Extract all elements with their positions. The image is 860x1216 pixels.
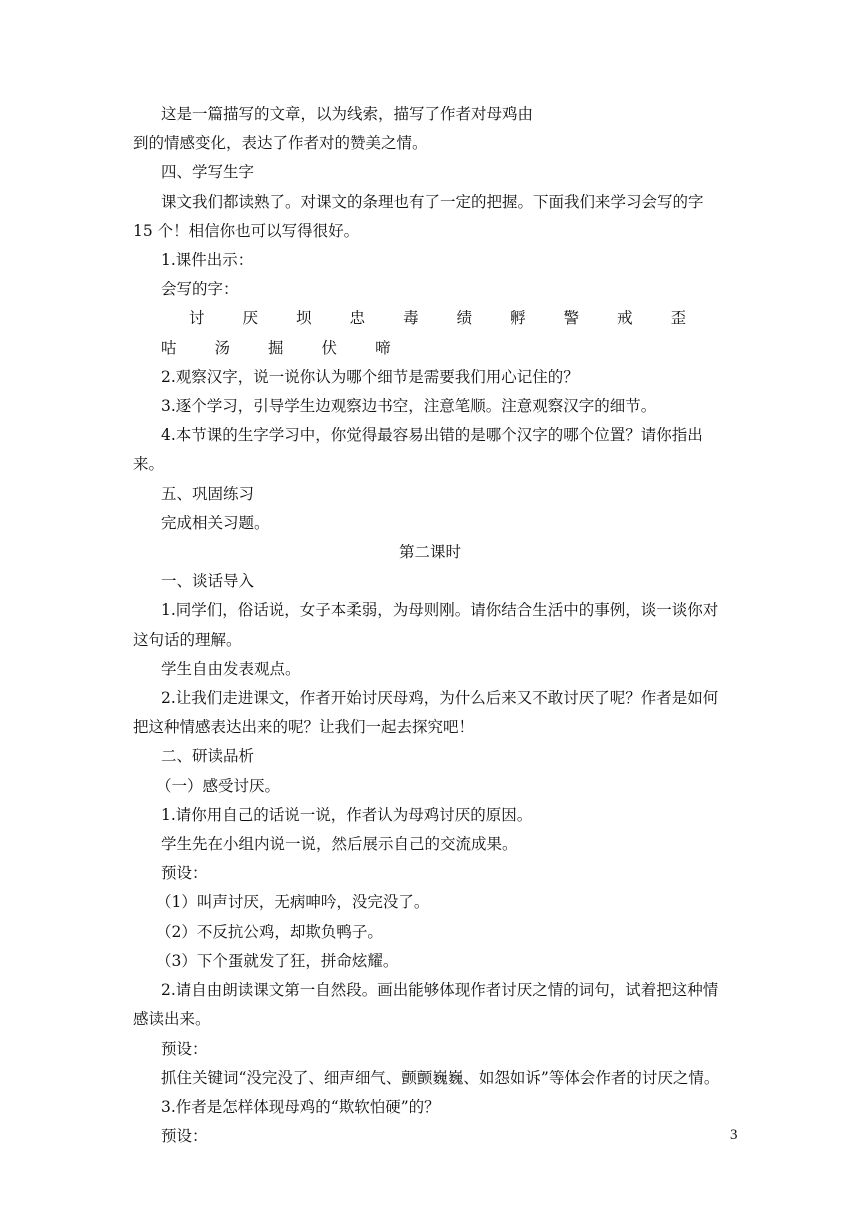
character: 警: [563, 309, 580, 328]
paragraph: 预设：: [161, 1039, 208, 1058]
character: 伏: [321, 338, 338, 357]
character: 歪: [670, 309, 687, 328]
lesson-title: 第二课时: [398, 543, 461, 562]
character: 忠: [349, 309, 366, 328]
section-heading: 一、谈话导入: [161, 572, 255, 591]
paragraph: 2.让我们走进课文，作者开始讨厌母鸡，为什么后来又不敢讨厌了呢？作者是如何把这种情感表达出来的呢？让我们一起去探究吧！: [133, 689, 719, 737]
character: 戒: [617, 309, 633, 328]
character: 孵: [510, 309, 526, 328]
paragraph: 学生自由发表观点。: [161, 659, 301, 678]
subsection-heading: （一）感受讨厌。: [156, 776, 281, 795]
list-item: （2）不反抗公鸡，却欺负鸭子。: [156, 922, 383, 941]
character: 汤: [214, 338, 231, 357]
paragraph: 2.观察汉字，说一说你认为哪个细节是需要我们用心记住的？: [161, 367, 579, 386]
paragraph: 1.同学们，俗话说，女子本柔弱，为母则刚。请你结合生活中的事例，谈一谈你对这句话的理解。: [133, 601, 719, 649]
paragraph: 到的情感变化，表达了作者对的赞美之情。: [133, 134, 428, 153]
character: 讨: [189, 309, 205, 328]
character: 毒: [403, 309, 419, 328]
character: 咕: [161, 338, 177, 357]
paragraph: 这是一篇描写的文章，以为线索，描写了作者对母鸡由: [161, 105, 534, 123]
paragraph: 1.请你用自己的话说一说，作者认为母鸡讨厌的原因。: [161, 805, 533, 824]
section-heading: 二、研读品析: [161, 747, 255, 766]
paragraph: 4.本节课的生字学习中，你觉得最容易出错的是哪个汉字的哪个位置？请你指出来。: [133, 426, 703, 474]
character: 掘: [268, 338, 284, 357]
character: 啼: [375, 338, 391, 357]
character: 绩: [456, 309, 473, 328]
paragraph: 3.作者是怎样体现母鸡的“欺软怕硬”的？: [161, 1097, 440, 1116]
paragraph: 抓住关键词“没完没了、细声细气、颤颤巍巍、如怨如诉”等体会作者的讨厌之情。: [161, 1068, 720, 1087]
section-heading: 四、学写生字: [161, 163, 255, 182]
paragraph: 预设：: [161, 1127, 208, 1146]
list-item: （3）下个蛋就发了狂，拼命炫耀。: [156, 951, 399, 970]
page-number: 3: [730, 1127, 738, 1143]
paragraph: 学生先在小组内说一说，然后展示自己的交流成果。: [161, 835, 518, 854]
list-item: （1）叫声讨厌，无病呻吟，没完没了。: [156, 893, 430, 912]
paragraph: 预设：: [161, 864, 208, 883]
paragraph: 1.课件出示：: [161, 251, 254, 270]
paragraph: 完成相关习题。: [161, 513, 270, 532]
paragraph: 课文我们都读熟了。对课文的条理也有了一定的把握。下面我们来学习会写的字 15 个！相信你也可以写得很好。: [133, 192, 704, 240]
character: 厌: [242, 309, 259, 328]
character-list: [133, 304, 727, 362]
paragraph: 2.请自由朗读课文第一自然段。画出能够体现作者讨厌之情的词句，试着把这种情感读出来。: [133, 981, 719, 1029]
character: 坝: [296, 309, 312, 328]
section-heading: 五、巩固练习: [161, 484, 255, 503]
page-content: [133, 100, 727, 1151]
paragraph: 会写的字：: [161, 280, 239, 299]
paragraph: 3.逐个学习，引导学生边观察边书空，注意笔顺。注意观察汉字的细节。: [161, 397, 657, 416]
